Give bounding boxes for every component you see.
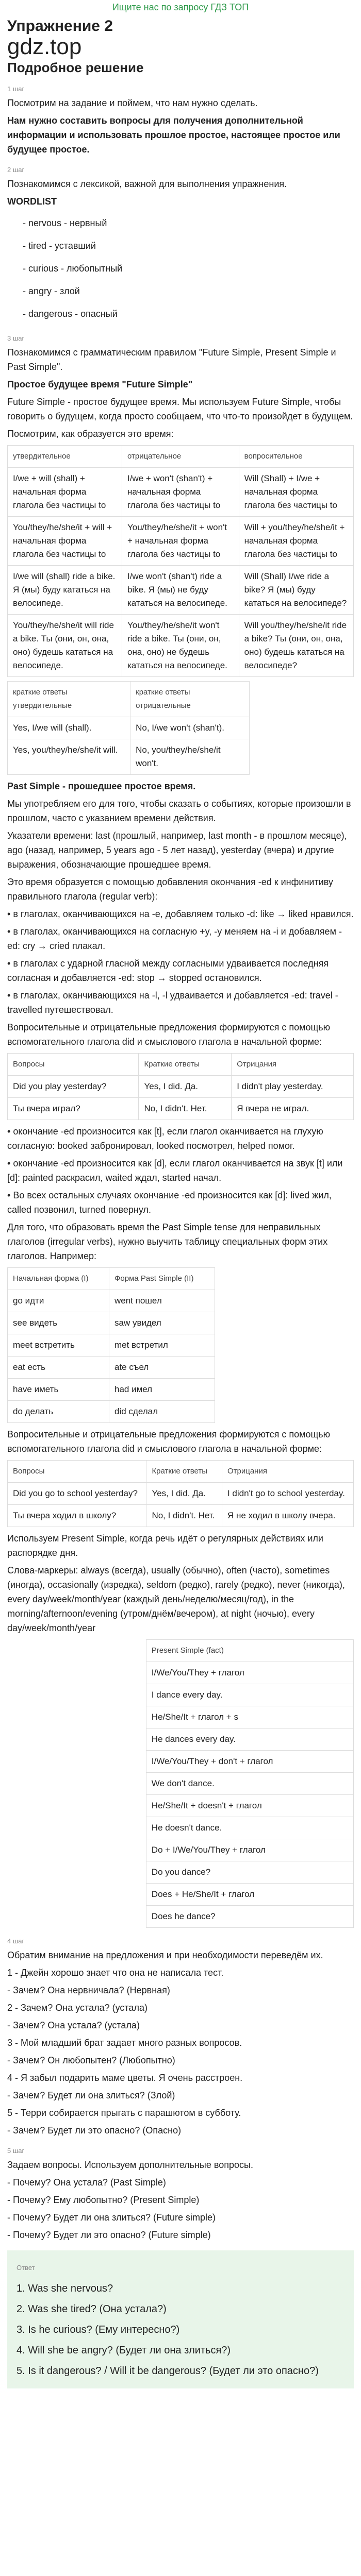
future-short-table xyxy=(7,681,250,775)
list-item: - Зачем? Будет ли она злиться? (Злой) xyxy=(7,2090,175,2100)
table-row: Do you dance? xyxy=(146,1861,353,1884)
list-item: - Зачем? Будет ли это опасно? (Опасно) xyxy=(7,2125,182,2136)
list-item: - Почему? Будет ли это опасно? (Future simple) xyxy=(7,2230,211,2240)
step-label: 4 шаг xyxy=(7,1937,25,1945)
wordlist-title: WORDLIST xyxy=(7,196,57,207)
table-row: Yes, you/they/he/she/it will. No, you/they/he/she/it won't. xyxy=(8,739,250,775)
future-p2: Посмотрим, как образуется это время: xyxy=(7,429,174,439)
table-row: Did you play yesterday? Yes, I did. Да. I didn't play yesterday. xyxy=(8,1076,354,1098)
past-rule: • в глаголах, оканчивающихся на -l, -l удваивается и добавляется -ed: travel - travelled путешествовал. xyxy=(7,990,338,1015)
past-p5: Для того, что образовать время the Past Simple tense для неправильных глаголов (irregular verbs), нужно выучить таблицу специальных форм этих глаголов. Например: xyxy=(7,1222,328,1261)
answer-item: 2. Was she tired? (Она устала?) xyxy=(17,2303,167,2315)
table-header: краткие ответы отрицательные xyxy=(130,682,250,717)
answer-item: 5. Is it dangerous? / Will it be dangerous? (Будет ли это опасно?) xyxy=(17,2365,319,2377)
past-p2: Указатели времени: last (прошлый, например, last month - в прошлом месяце), ago (назад, например, 5 years ago - 5 лет назад), yesterday (вчера) и другие выражения, обозначающие прошедшее время. xyxy=(7,831,347,870)
past-rule: • в глаголах, оканчивающихся на согласную +y, -y меняем на -i и добавляем -ed: cry → cried плакал. xyxy=(7,926,342,951)
answer-label: Ответ xyxy=(17,2264,35,2272)
pron-rule: • окончание -ed произносится как [t], если глагол оканчивается на глухую согласную: booked забронировал, looked посмотрел, helped помог. xyxy=(7,1126,323,1151)
irregular-table: Начальная форма (I) Форма Past Simple (II) go идти went пошел see видеть saw увидел meet встретить met встретил eat есть ate съел have иметь had имел do делать did сделал xyxy=(7,1267,215,1423)
step-label: 3 шаг xyxy=(7,334,25,342)
answer-item: 3. Is he curious? (Ему интересно?) xyxy=(17,2324,180,2335)
word-item: - dangerous - опасный xyxy=(23,309,118,319)
pron-rule: • окончание -ed произносится как [d], если глагол оканчивается на звук [t] или [d]: painted раскрасил, waited ждал, started начал. xyxy=(7,1158,343,1183)
answer-box xyxy=(7,2250,354,2388)
list-item: - Зачем? Она нервничала? (Нервная) xyxy=(7,1985,170,1995)
word-item: - tired - уставший xyxy=(23,241,96,251)
table-row: Ты вчера ходил в школу? No, I didn't. Нет. Я не ходил в школу вчера. xyxy=(8,1505,354,1527)
table-row: He/She/It + doesn't + глагол xyxy=(146,1795,353,1817)
table-row: see видеть saw увидел xyxy=(8,1312,215,1334)
list-item: - Зачем? Он любопытен? (Любопытно) xyxy=(7,2055,175,2065)
list-item: - Почему? Она устала? (Past Simple) xyxy=(7,2177,166,2188)
step-text: Посмотрим на задание и поймем, что нам нужно сделать. xyxy=(7,98,258,108)
step-emphasis: Нам нужно составить вопросы для получения дополнительной информации и использовать прошлое простое, настоящее простое или будущее простое. xyxy=(7,115,340,155)
table-row: I/We/You/They + глагол xyxy=(146,1662,353,1684)
step-text: Познакомимся с лексикой, важной для выполнения упражнения. xyxy=(7,179,287,189)
list-item: 2 - Зачем? Она устала? (устала) xyxy=(7,2003,147,2013)
page-title: Упражнение 2 xyxy=(7,18,113,35)
present-p2: Слова-маркеры: always (всегда), usually (обычно), often (часто), sometimes (иногда), occasionally (изредка), seldom (редко), rarely (редко), never (никогда), every day/week/month/year (каждый день/неделю/месяц/год), in the morning/afternoon/evening (утром/днём/вечером), at night (ночью), every day/week/month/year xyxy=(7,1565,345,1633)
step-label: 2 шаг xyxy=(7,166,25,174)
past-p3: Это время образуется с помощью добавления окончания -ed к инфинитиву правильного глагола (regular verb): xyxy=(7,877,333,902)
word-item: - angry - злой xyxy=(23,286,80,296)
step-text: Познакомимся с грамматическим правилом "Future Simple, Present Simple и Past Simple". xyxy=(7,347,336,372)
past-p4: Вопросительные и отрицательные предложения формируются с помощью вспомогательного глагола did и смыслового глагола в начальной форме: xyxy=(7,1022,331,1047)
future-table xyxy=(7,445,354,677)
list-item: 1 - Джейн хорошо знает что она не написала тест. xyxy=(7,1968,224,1978)
wordlist xyxy=(7,212,354,325)
table-row: We don't dance. xyxy=(146,1773,353,1795)
table-row: do делать did сделал xyxy=(8,1401,215,1423)
table-row: Do + I/We/You/They + глагол xyxy=(146,1839,353,1861)
past-rule: • в глаголах с ударной гласной между согласными удваивается последняя согласная и добавляется -ed: stop → stopped остановился. xyxy=(7,958,329,983)
table-header: краткие ответы утвердительные xyxy=(8,682,130,717)
list-item: 3 - Мой младший брат задает много разных вопросов. xyxy=(7,2038,242,2048)
table-row: meet встретить met встретил xyxy=(8,1334,215,1357)
table-row: You/they/he/she/it + will + начальная форма глагола без частицы to You/they/he/she/it + won't + начальная форма глагола без частицы to Will + you/they/he/she/it + начальная форма глагола без частицы to xyxy=(8,517,354,566)
table-row: He/She/It + глагол + s xyxy=(146,1706,353,1728)
past-did-table-2: Вопросы Краткие ответы Отрицания Did you go to school yesterday? Yes, I did. Да. I didn't go to school yesterday. Ты вчера ходил в школу? No, I didn't. Нет. Я не ходил в школу вчера. xyxy=(7,1460,354,1527)
table-row: He doesn't dance. xyxy=(146,1817,353,1839)
step5-intro: Задаем вопросы. Используем дополнительные вопросы. xyxy=(7,2160,253,2170)
table-row: Yes, I/we will (shall). No, I/we won't (shan't). xyxy=(8,717,250,739)
top-banner[interactable]: Ищите нас по запросу ГДЗ ТОП xyxy=(112,2,249,12)
step-label: 1 шаг xyxy=(7,85,25,93)
word-item: - curious - любопытный xyxy=(23,263,123,274)
step4-intro: Обратим внимание на предложения и при необходимости переведём их. xyxy=(7,1950,323,1960)
word-item: - nervous - нервный xyxy=(23,218,107,228)
table-row: Does he dance? xyxy=(146,1906,353,1928)
watermark: gdz.top xyxy=(7,34,82,59)
table-row: I/we will (shall) ride a bike. Я (мы) буду кататься на велосипеде. I/we won't (shan't) ride a bike. Я (мы) не буду кататься на велосипеде. Will (Shall) I/we ride a bike? Я (мы) буду кататься на велосипеде? xyxy=(8,566,354,615)
answer-item: 4. Will she be angry? (Будет ли она злиться?) xyxy=(17,2345,231,2356)
table-row: eat есть ate съел xyxy=(8,1357,215,1379)
table-row: He dances every day. xyxy=(146,1728,353,1751)
list-item: 4 - Я забыл подарить маме цветы. Я очень расстроен. xyxy=(7,2073,243,2083)
past-p6: Вопросительные и отрицательные предложения формируются с помощью вспомогательного глагола did и смыслового глагола в начальной форме: xyxy=(7,1429,331,1454)
page-subtitle: Подробное решение xyxy=(7,60,144,75)
pron-rule: • Во всех остальных случаях окончание -ed произносится как [d]: lived жил, called позвонил, turned повернул. xyxy=(7,1190,332,1215)
table-row: go идти went пошел xyxy=(8,1290,215,1312)
step-label: 5 шаг xyxy=(7,2147,25,2155)
table-row: I/We/You/They + don't + глагол xyxy=(146,1751,353,1773)
past-heading: Past Simple - прошедшее простое время. xyxy=(7,781,196,791)
table-row: I/we + will (shall) + начальная форма глагола без частицы to I/we + won't (shan't) + начальная форма глагола без частицы to Will (Shall) + I/we + начальная форма глагола без частицы to xyxy=(8,468,354,517)
table-row: Ты вчера играл? No, I didn't. Нет. Я вчера не играл. xyxy=(8,1098,354,1120)
past-did-table: Вопросы Краткие ответы Отрицания Did you play yesterday? Yes, I did. Да. I didn't play yesterday. Ты вчера играл? No, I didn't. Нет. Я вчера не играл. xyxy=(7,1053,354,1120)
table-row: You/they/he/she/it will ride a bike. Ты (они, он, она, оно) будешь кататься на велосипеде. You/they/he/she/it won't ride a bike. Ты (они, он, она, оно) не будешь кататься на велосипеде. Will you/they/he/she/it ride a bike? Ты (они, он, она, оно) будешь кататься на велосипеде? xyxy=(8,615,354,677)
table-header: отрицательное xyxy=(122,446,239,468)
present-p1: Используем Present Simple, когда речь идёт о регулярных действиях или распорядке дня. xyxy=(7,1533,323,1558)
table-row: I dance every day. xyxy=(146,1684,353,1706)
table-header: утвердительное xyxy=(8,446,122,468)
future-heading: Простое будущее время "Future Simple" xyxy=(7,379,193,389)
present-table: Present Simple (fact) I/We/You/They + глагол I dance every day. He/She/It + глагол + s He dances every day. I/We/You/They + don't + глагол We don't dance. He/She/It + doesn't + глагол He doesn't dance. Do + I/We/You/They + глагол Do you dance? Does + He/She/It + глагол Does he dance? xyxy=(146,1639,354,1928)
list-item: - Зачем? Она устала? (устала) xyxy=(7,2020,140,2030)
list-item: 5 - Терри собирается прыгать с парашютом в субботу. xyxy=(7,2108,241,2118)
table-row: Did you go to school yesterday? Yes, I did. Да. I didn't go to school yesterday. xyxy=(8,1483,354,1505)
past-p1: Мы употребляем его для того, чтобы сказать о событиях, которые произошли в прошлом, часто с указанием времени действия. xyxy=(7,799,351,823)
list-item: - Почему? Будет ли она злиться? (Future simple) xyxy=(7,2212,216,2223)
list-item: - Почему? Ему любопытно? (Present Simple) xyxy=(7,2195,200,2205)
past-rule: • в глаголах, оканчивающихся на -e, добавляем только -d: like → liked нравился. xyxy=(7,909,354,919)
answer-item: 1. Was she nervous? xyxy=(17,2283,113,2294)
table-row: have иметь had имел xyxy=(8,1379,215,1401)
future-p1: Future Simple - простое будущее время. Мы используем Future Simple, чтобы говорить о будущем, когда просто сообщаем, что что-то произойдет в будущем. xyxy=(7,397,353,421)
table-header: вопросительное xyxy=(239,446,353,468)
table-row: Does + He/She/It + глагол xyxy=(146,1884,353,1906)
